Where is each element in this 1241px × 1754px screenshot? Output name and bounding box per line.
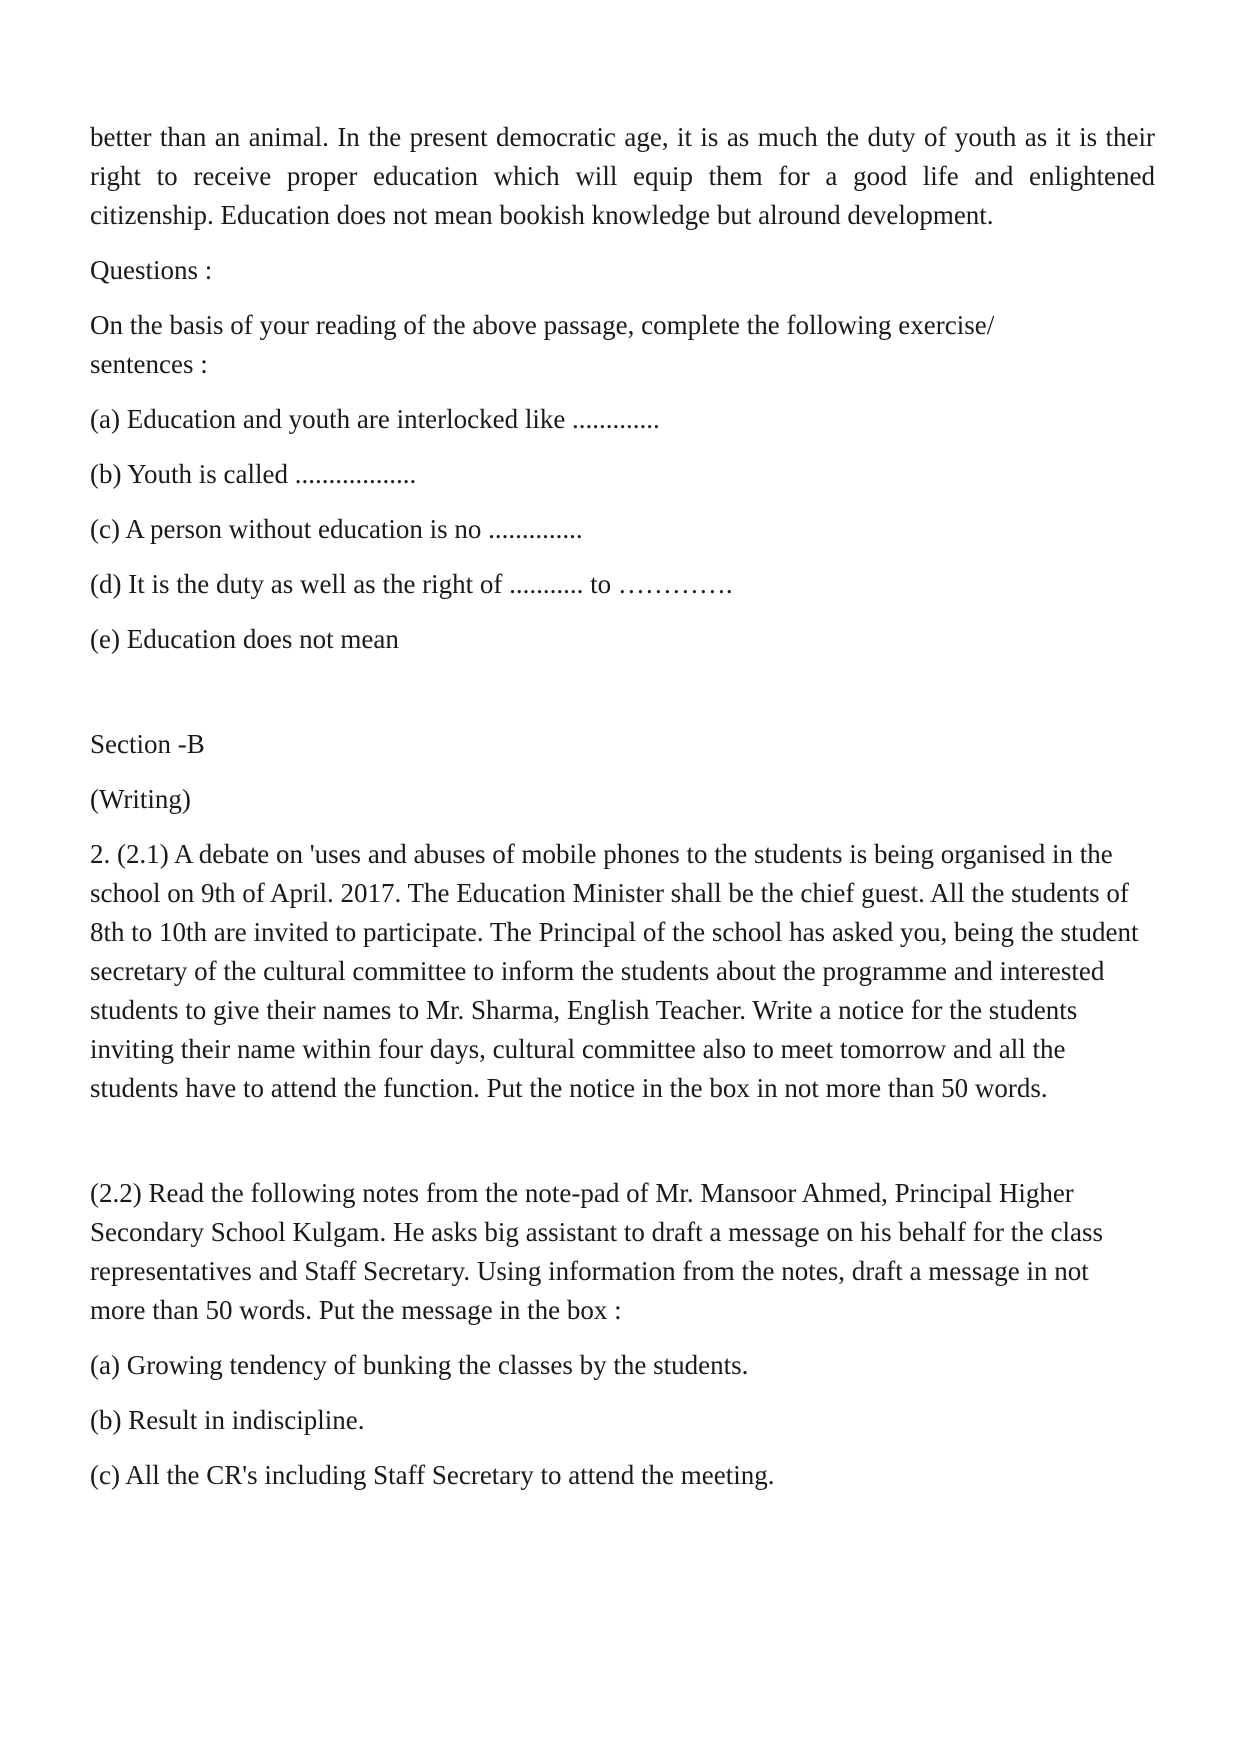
question-b: (b) Youth is called .................. <box>90 459 417 489</box>
question-2-1: 2. (2.1) A debate on 'uses and abuses of mobile phones to the students is being organised in the school on 9th of April. 2017. The Education Minister shall be the chief guest. All the students of 8th to 10th are invited to participate. The Principal of the school has asked you, being the student secretary of the cultural committee to inform the students about the programme and interested students to give their names to Mr. Sharma, English Teacher. Write a notice for the students inviting their name within four days, cultural committee also to meet tomorrow and all the students have to attend the function. Put the notice in the box in not more than 50 words. <box>90 839 1139 1103</box>
question-e: (e) Education does not mean <box>90 624 399 654</box>
question-a: (a) Education and youth are interlocked like ............. <box>90 404 660 434</box>
note-b: (b) Result in indiscipline. <box>90 1405 365 1435</box>
question-c: (c) A person without education is no .............. <box>90 514 583 544</box>
questions-instruction: On the basis of your reading of the above passage, complete the following exercise/ sentences : <box>90 310 995 379</box>
section-subtitle: (Writing) <box>90 784 191 814</box>
question-d: (d) It is the duty as well as the right of ........... to …………. <box>90 569 733 599</box>
questions-heading: Questions : <box>90 255 213 285</box>
note-a: (a) Growing tendency of bunking the classes by the students. <box>90 1350 749 1380</box>
question-2-2: (2.2) Read the following notes from the note-pad of Mr. Mansoor Ahmed, Principal Higher Secondary School Kulgam. He asks big assistant to draft a message on his behalf for the class representatives and Staff Secretary. Using information from the notes, draft a message in not more than 50 words. Put the message in the box : <box>90 1178 1104 1325</box>
note-c: (c) All the CR's including Staff Secretary to attend the meeting. <box>90 1460 775 1490</box>
section-title: Section -B <box>90 729 205 759</box>
document-page <box>90 118 1155 1495</box>
passage-paragraph: better than an animal. In the present democratic age, it is as much the duty of youth as it is their right to receive proper education which will equip them for a good life and enlightened citizenship. Education does not mean bookish knowledge but alround development. <box>90 122 1155 230</box>
